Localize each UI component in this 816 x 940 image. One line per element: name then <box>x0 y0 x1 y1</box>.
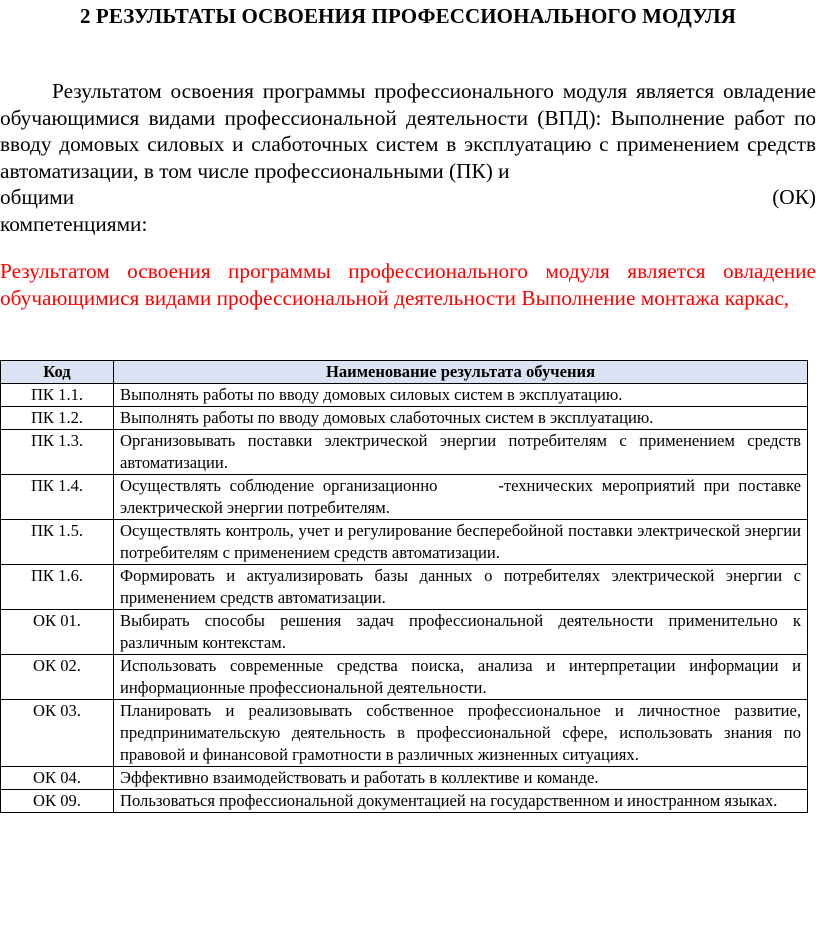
row-description: Организовывать поставки электрической энергии потребителям с применением средств автоматизации. <box>114 430 808 475</box>
intro-word-left: общими <box>0 185 75 209</box>
table-row <box>1 565 808 610</box>
row-code: ПК 1.1. <box>1 384 114 407</box>
table-header-row <box>1 361 808 384</box>
table-row <box>1 520 808 565</box>
header-code: Код <box>1 361 114 384</box>
row-code: ПК 1.2. <box>1 407 114 430</box>
row-code: ОК 02. <box>1 655 114 700</box>
intro-spread-line <box>0 184 816 211</box>
table-row <box>1 384 808 407</box>
row-code: ОК 03. <box>1 700 114 767</box>
row-description: Осуществлять контроль, учет и регулирование бесперебойной поставки электрической энергии потребителям с применением средств автоматизации. <box>114 520 808 565</box>
table-body <box>1 384 808 813</box>
intro-paragraph <box>0 78 816 237</box>
row-description: Эффективно взаимодействовать и работать в коллективе и команде. <box>114 767 808 790</box>
row-description: Выполнять работы по вводу домовых силовых систем в эксплуатацию. <box>114 384 808 407</box>
intro-word-right: (ОК) <box>772 185 816 209</box>
row-description: Пользоваться профессиональной документацией на государственном и иностранном языках. <box>114 790 808 813</box>
table-row <box>1 767 808 790</box>
row-code: ПК 1.5. <box>1 520 114 565</box>
table-row <box>1 700 808 767</box>
table-row <box>1 430 808 475</box>
row-code: ОК 01. <box>1 610 114 655</box>
row-code: ПК 1.4. <box>1 475 114 520</box>
row-code: ОК 09. <box>1 790 114 813</box>
table-row <box>1 790 808 813</box>
page-title: 2 РЕЗУЛЬТАТЫ ОСВОЕНИЯ ПРОФЕССИОНАЛЬНОГО МОДУЛЯ <box>79 4 736 28</box>
results-table <box>0 360 808 813</box>
row-description: Осуществлять соблюдение организационно -технических мероприятий при поставке электрической энергии потребителям. <box>114 475 808 520</box>
row-code: ОК 04. <box>1 767 114 790</box>
table-row <box>1 655 808 700</box>
red-note: Результатом освоения программы профессионального модуля является овладение обучающимися видами профессиональной деятельности Выполнение монтажа каркас, <box>0 259 816 310</box>
table-row <box>1 407 808 430</box>
table-row <box>1 610 808 655</box>
intro-text: Результатом освоения программы профессионального модуля является овладение обучающимися видами профессиональной деятельности (ВПД): Выполнение работ по вводу домовых силовых и слаботочных систем в эксплуатацию с применением средств автоматизации, в том числе профессиональными (ПК) и <box>0 79 816 183</box>
table-row <box>1 475 808 520</box>
row-code: ПК 1.6. <box>1 565 114 610</box>
row-description: Формировать и актуализировать базы данных о потребителях электрической энергии с применением средств автоматизации. <box>114 565 808 610</box>
row-description: Выбирать способы решения задач профессиональной деятельности применительно к различным контекстам. <box>114 610 808 655</box>
row-description: Выполнять работы по вводу домовых слаботочных систем в эксплуатацию. <box>114 407 808 430</box>
row-description: Планировать и реализовывать собственное профессиональное и личностное развитие, предпринимательскую деятельность в профессиональной сфере, использовать знания по правовой и финансовой грамотности в различных жизненных ситуациях. <box>114 700 808 767</box>
row-description: Использовать современные средства поиска, анализа и интерпретации информации и информационные профессиональной деятельности. <box>114 655 808 700</box>
intro-last-word: компетенциями: <box>0 211 148 236</box>
row-code: ПК 1.3. <box>1 430 114 475</box>
header-name: Наименование результата обучения <box>114 361 808 384</box>
